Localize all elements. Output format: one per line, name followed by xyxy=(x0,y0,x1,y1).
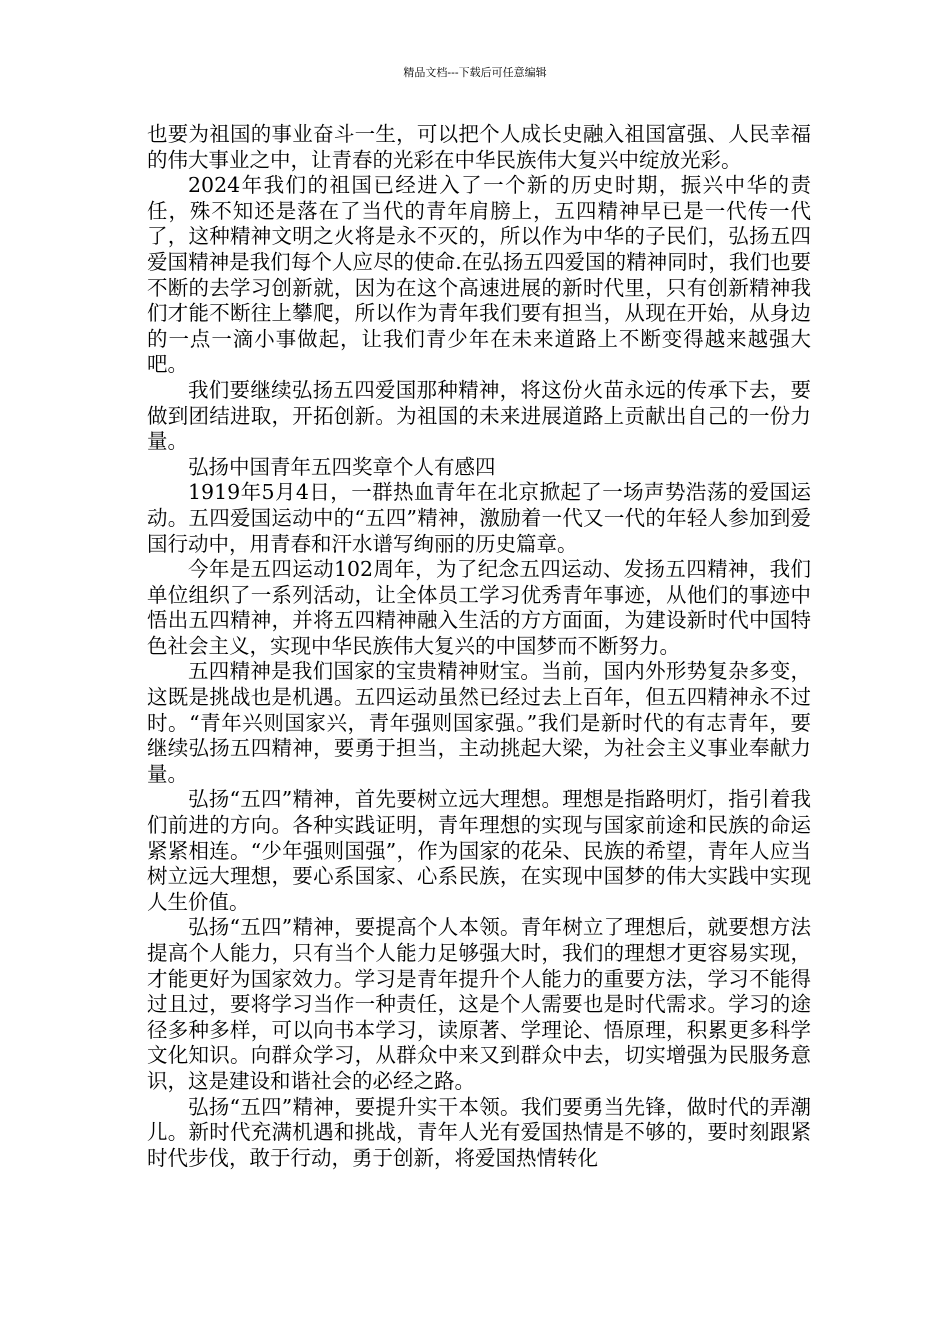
page-header: 精品文档---下载后可任意编辑 xyxy=(403,66,547,79)
paragraph: 也要为祖国的事业奋斗一生，可以把个人成长史融入祖国富强、人民幸福的伟大事业之中，让青春的光彩在中华民族伟大复兴中绽放光彩。 xyxy=(147,122,811,172)
paragraph: 1919年5月4日，一群热血青年在北京掀起了一场声势浩荡的爱国运动。五四爱国运动中的“五四”精神，激励着一代又一代的年轻人参加到爱国行动中，用青春和汗水谱写绚丽的历史篇章。 xyxy=(147,480,811,556)
section-heading: 弘扬中国青年五四奖章个人有感四 xyxy=(188,454,496,479)
paragraph: 今年是五四运动102周年，为了纪念五四运动、发扬五四精神，我们单位组织了一系列活动，让全体员工学习优秀青年事迹，从他们的事迹中悟出五四精神，并将五四精神融入生活的方方面面，为建设新时代中国特色社会主义，实现中华民族伟大复兴的中国梦而不断努力。 xyxy=(147,557,811,658)
document-body xyxy=(147,122,811,1171)
paragraph: 五四精神是我们国家的宝贵精神财宝。当前，国内外形势复杂多变，这既是挑战也是机遇。五四运动虽然已经过去上百年，但五四精神永不过时。“青年兴则国家兴，青年强则国家强。”我们是新时代的有志青年，要继续弘扬五四精神，要勇于担当，主动挑起大梁，为社会主义事业奉献力量。 xyxy=(147,659,811,786)
paragraph: 我们要继续弘扬五四爱国那种精神，将这份火苗永远的传承下去，要做到团结进取，开拓创新。为祖国的未来进展道路上贡献出自己的一份力量。 xyxy=(147,377,811,454)
paragraph: 弘扬“五四”精神，首先要树立远大理想。理想是指路明灯，指引着我们前进的方向。各种实践证明，青年理想的实现与国家前途和民族的命运紧紧相连。“少年强则国强”，作为国家的花朵、民族的希望，青年人应当树立远大理想，要心系国家、心系民族，在实现中国梦的伟大实践中实现人生价值。 xyxy=(147,787,811,914)
paragraph: 弘扬“五四”精神，要提升实干本领。我们要勇当先锋，做时代的弄潮儿。新时代充满机遇和挑战，青年人光有爱国热情是不够的，要时刻跟紧时代步伐，敢于行动，勇于创新，将爱国热情转化 xyxy=(147,1094,811,1170)
paragraph: 2024年我们的祖国已经进入了一个新的历史时期，振兴中华的责任，殊不知还是落在了当代的青年肩膀上，五四精神早已是一代传一代了，这种精神文明之火将是永不灭的，所以作为中华的子民们，弘扬五四爱国精神是我们每个人应尽的使命.在弘扬五四爱国的精神同时，我们也要不断的去学习创新就，因为在这个高速进展的新时代里，只有创新精神我们才能不断往上攀爬，所以作为青年我们要有担当，从现在开始，从身边的一点一滴小事做起，让我们青少年在未来道路上不断变得越来越强大吧。 xyxy=(147,173,811,377)
paragraph: 弘扬“五四”精神，要提高个人本领。青年树立了理想后，就要想方法提高个人能力，只有当个人能力足够强大时，我们的理想才更容易实现，才能更好为国家效力。学习是青年提升个人能力的重要方法，学习不能得过且过，要将学习当作一种责任，这是个人需要也是时代需求。学习的途径多种多样，可以向书本学习，读原著、学理论、悟原理，积累更多科学文化知识。向群众学习，从群众中来又到群众中去，切实增强为民服务意识，这是建设和谐社会的必经之路。 xyxy=(147,915,811,1093)
